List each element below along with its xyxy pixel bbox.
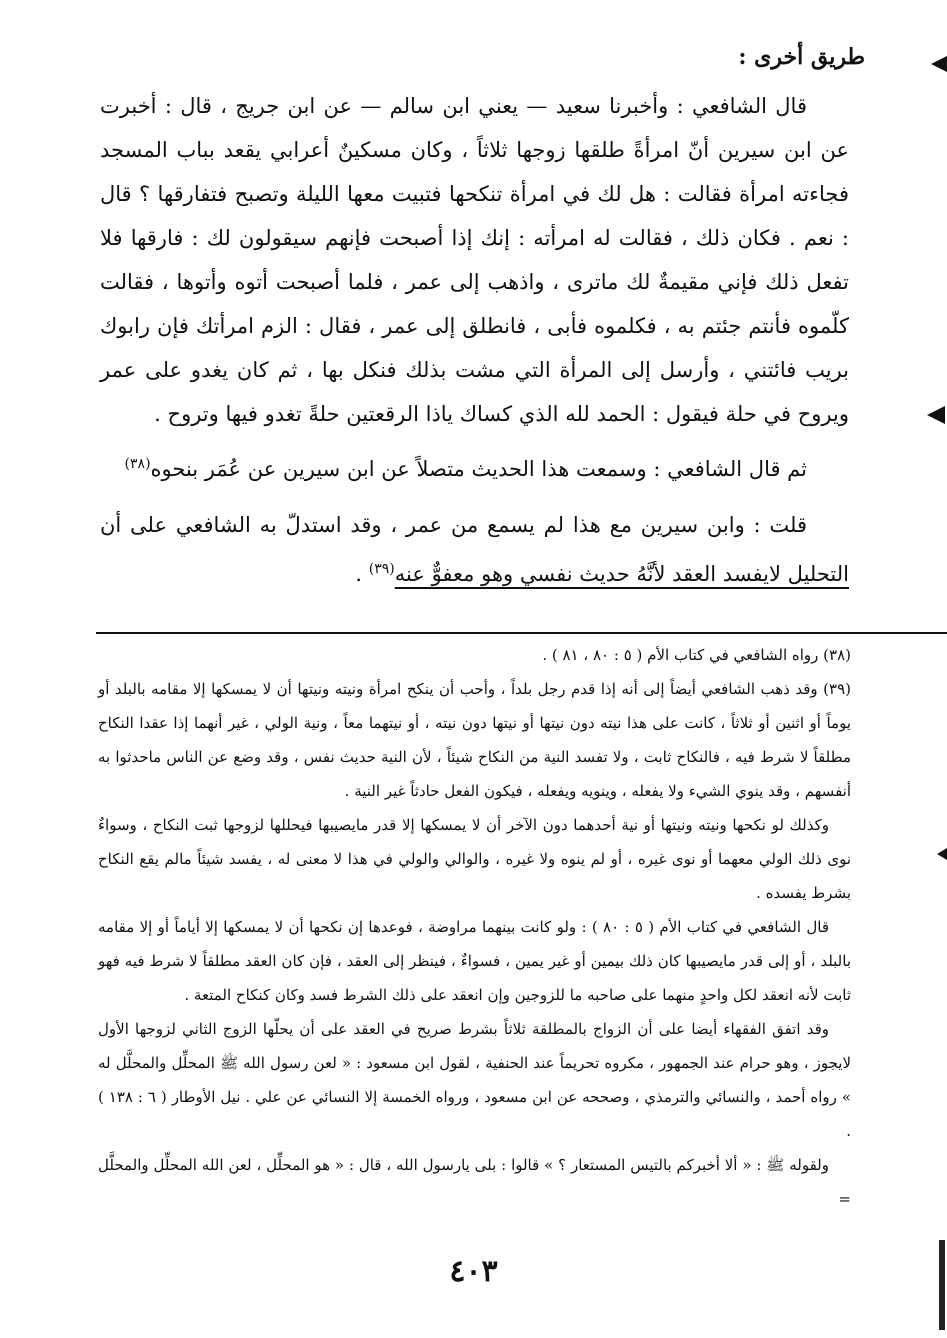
paragraph-comment-end: . — [355, 562, 369, 586]
footnote-38: (٣٨) رواه الشافعي في كتاب الأم ( ٥ : ٨٠ ، ٨١ ) . — [542, 646, 851, 664]
footnotes — [98, 638, 851, 1216]
footnote-fuqaha: وقد اتفق الفقهاء أيضا على أن الزواج بالمطلقة ثلاثاً بشرط صريح في العقد على أن يحلّها الزوج الثاني لزوجها الأول لايجوز ، وهو حرام عند الجمهور ، مكروه تحريماً عند الحنفية ، لقول ابن مسعود : « لعن رسول الله ﷺ المحلِّل والمحلَّل له » رواه أحمد ، والنسائي والترمذي ، وصححه عن ابن مسعود ، ورواه الخمسة إلا النسائي عن علي . نيل الأوطار ( ٦ : ١٣٨ ) . — [98, 1020, 852, 1140]
page-number: ٤٠٣ — [449, 1254, 498, 1289]
paragraph-shafii — [100, 442, 849, 491]
binding-mark-icon — [927, 406, 945, 424]
footnote-divider — [96, 632, 947, 634]
paragraph-narration: قال الشافعي : وأخبرنا سعيد — يعني ابن سالم — عن ابن جريج ، قال : أخبرت عن ابن سيرين أنّ امرأةً طلقها زوجها ثلاثاً ، وكان مسكينٌ أعرابي يقعد بباب المسجد فجاءته امرأة فقالت : هل لك في امرأة تنكحها فتبيت معها الليلة وتصبح فتفارقها ؟ قال : نعم . فكان ذلك ، فقالت له امرأته : إنك إذا أصبحت فإنهم سيقولون لك : فارقها فلا تفعل ذلك فإني مقيمةٌ لك ماترى ، واذهب إلى عمر ، فلما أصبحت أتوه وأتوها ، فقالت كلّموه فأنتم جئتم به ، فكلموه فأبى ، فانطلق إلى عمر ، فقال : الزم امرأتك فإن رابوك بريب فائتني ، وأرسل إلى المرأة التي مشت بذلك فنكل بها ، ثم كان يغدو على عمر ويروح في حلة فيقول : الحمد لله الذي كساك ياذا الرقعتين حلةً تغدو فيها وتروح . — [100, 94, 849, 426]
paragraph-comment — [100, 503, 849, 596]
main-text — [100, 84, 849, 596]
footnote-umm-quote: قال الشافعي في كتاب الأم ( ٥ : ٨٠ ) : ولو كانت بينهما مراوضة ، فوعدها إن نكحها أن لا يمسكها إلا أياماً أو إلا مقامه بالبلد ، أو إلى قدر مايصيبها كان ذلك بيمين أو غير يمين ، فسواءٌ ، فينظر إلى العقد ، فإن كان العقد مطلقاً لا شرط فيه فهو ثابت لأنه انعقد لكل واحدٍ منهما على صاحبه ما للزوجين وإن انعقد على ذلك الشرط فسد وكان كنكاح المتعة . — [98, 918, 851, 1004]
footnote-ref-38: (٣٨) — [124, 456, 151, 472]
paragraph-shafii-text: ثم قال الشافعي : وسمعت هذا الحديث متصلاً عن ابن سيرين عن عُمَر بنحوه — [150, 457, 807, 481]
section-heading: طريق أخرى : — [738, 44, 865, 70]
binding-mark-icon — [931, 56, 947, 72]
paragraph-comment-start: قلت : وابن سيرين مع هذا لم يسمع من عمر ، وقد استدلّ به الشافعي على أن — [100, 513, 807, 537]
footnote-hadith: ولقوله ﷺ : « ألا أخبركم بالتيس المستعار ؟ » قالوا : بلى يارسول الله ، قال : « هو المحلِّل ، لعن الله المحلِّل والمحلَّل = — [98, 1156, 851, 1208]
footnote-39: (٣٩) وقد ذهب الشافعي أيضاً إلى أنه إذا قدم رجل بلداً ، وأحب أن ينكح امرأة ونيته ونيتها أن لا يمسكها إلا مقامه بالبلد أو يوماً أو اثنين أو ثلاثاً ، كانت على هذا نيته دون نيتها أو نيتها دون نيته ، أو نيتهما معاً ، ونية الولي ، غير أنهما إذا عقدا النكاح مطلقاً لا شرط فيه ، فالنكاح ثابت ، ولا تفسد النية من النكاح شيئاً ، لأن النية حديث نفس ، وقد وضع عن الناس ماحدثوا به أنفسهم ، وقد ينوي الشيء ولا يفعله ، وينويه ويفعله ، فيكون الفعل حادثاً غير النية . — [98, 680, 851, 800]
footnote-ref-39: (٣٩) — [368, 561, 395, 577]
footnote-39-continued: وكذلك لو نكحها ونيته ونيتها أو نية أحدهما دون الآخر أن لا يمسكها إلا قدر مايصيبها فيحللها لزوجها ثبت النكاح ، وسواءٌ نوى ذلك الولي معهما أو نوى غيره ، أو لم ينوه ولا غيره ، والوالي والولي في هذا لا معنى له ، يفسد شيئاً مالم يقع النكاح بشرط يفسده . — [98, 816, 851, 902]
underlined-phrase: التحليل لايفسد العقد لأنَّهُ حديث نفسي وهو معفوٌّ عنه — [394, 562, 849, 586]
binding-mark-icon — [937, 848, 947, 860]
scan-edge-bar — [939, 1240, 945, 1330]
